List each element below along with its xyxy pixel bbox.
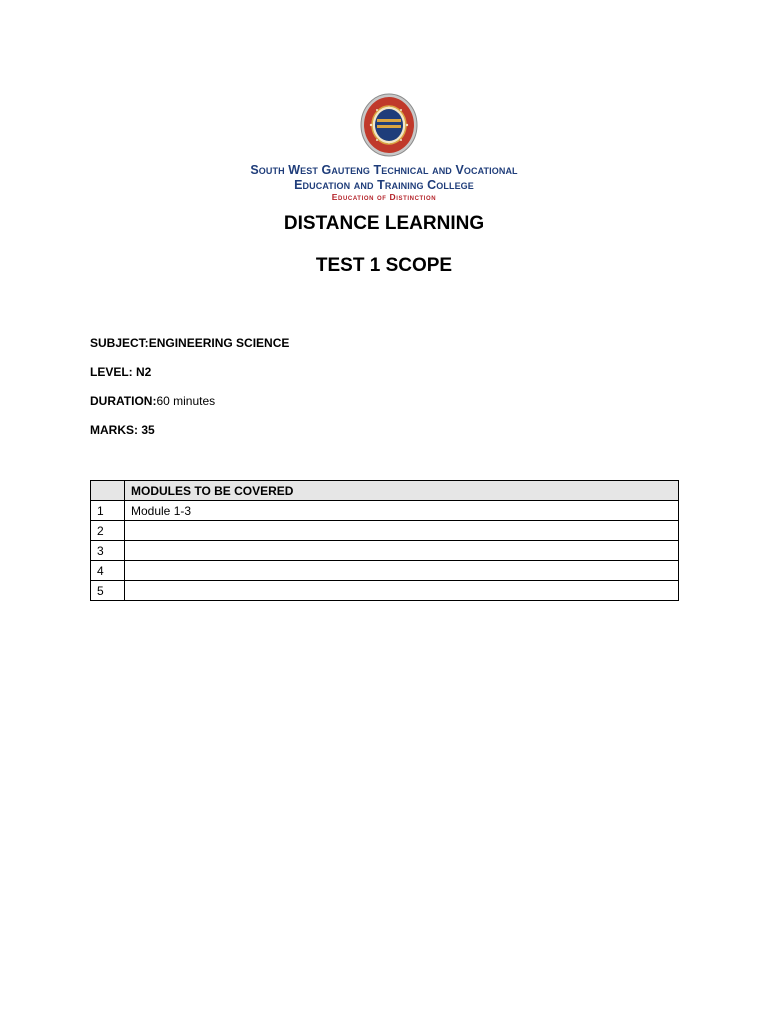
subject-value: ENGINEERING SCIENCE — [148, 336, 290, 350]
modules-table — [90, 480, 679, 601]
table-row — [91, 581, 679, 601]
college-logo — [359, 92, 419, 158]
college-name-line2: Education and Training College — [294, 178, 474, 192]
table-row — [91, 561, 679, 581]
college-name-line1: South West Gauteng Technical and Vocational — [250, 163, 518, 177]
marks-label: MARKS: — [90, 423, 142, 437]
row-number: 4 — [91, 561, 125, 581]
row-module — [125, 521, 679, 541]
duration-line — [90, 394, 215, 408]
table-row — [91, 541, 679, 561]
row-number: 2 — [91, 521, 125, 541]
row-number: 5 — [91, 581, 125, 601]
subject-label: SUBJECT: — [90, 336, 149, 350]
row-number: 1 — [91, 501, 125, 521]
level-label: LEVEL: — [90, 365, 137, 379]
college-seal-icon — [359, 92, 419, 158]
table-header-row — [91, 481, 679, 501]
row-module — [125, 541, 679, 561]
table-row — [91, 501, 679, 521]
table-row — [91, 521, 679, 541]
row-module — [125, 581, 679, 601]
row-module — [125, 561, 679, 581]
row-number: 3 — [91, 541, 125, 561]
level-line — [90, 365, 151, 379]
document-subtitle: TEST 1 SCOPE — [315, 255, 453, 276]
subject-line — [90, 336, 289, 350]
marks-value: 35 — [141, 423, 155, 437]
table-header-modules: MODULES TO BE COVERED — [125, 481, 679, 501]
row-module: Module 1-3 — [125, 501, 679, 521]
marks-line — [90, 423, 155, 437]
level-value: N2 — [136, 365, 152, 379]
college-tagline: Education of Distinction — [331, 192, 437, 202]
duration-label: DURATION: — [90, 394, 157, 408]
document-title: DISTANCE LEARNING — [283, 213, 485, 234]
table-header-number — [91, 481, 125, 501]
duration-value: 60 minutes — [156, 394, 216, 408]
